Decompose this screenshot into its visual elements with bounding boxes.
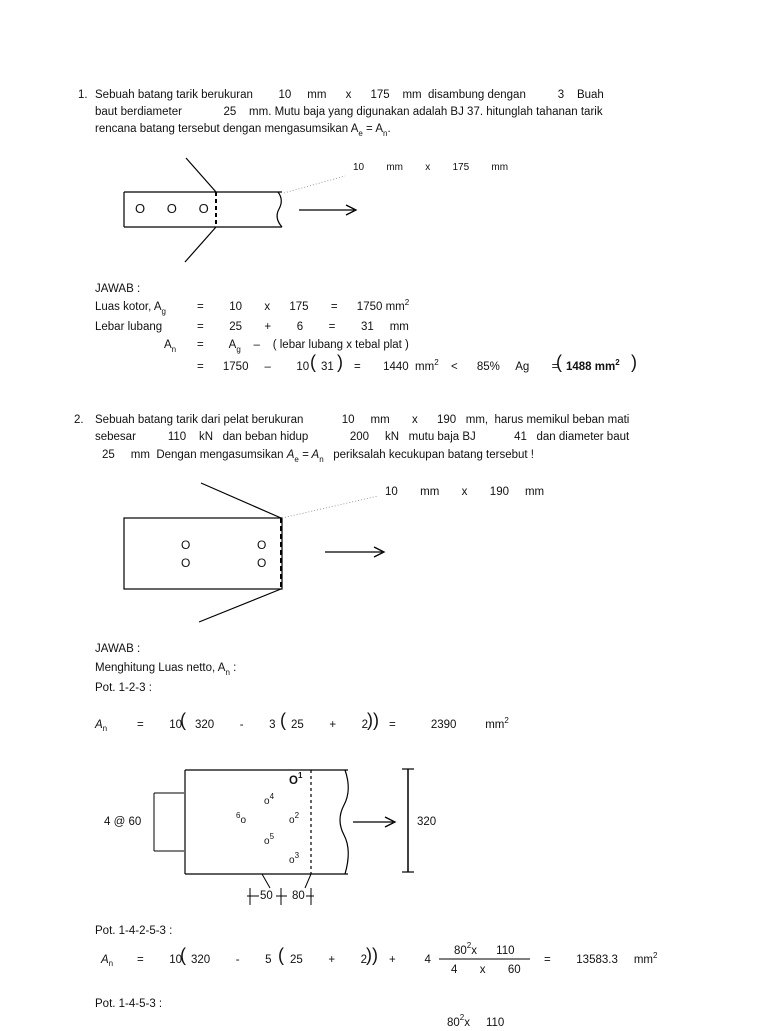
paren-open: ( [280, 710, 286, 730]
answer-1-result-paren-open: ( [556, 352, 562, 372]
paren-open: ( [180, 945, 186, 965]
bolt-diagram-right-dim: 320 [417, 816, 437, 828]
answer-2-pot-2-plus: + 4 [389, 954, 431, 966]
answer-1-net-area-label: $A_n$ [164, 339, 177, 354]
answer-2-pot-2-label: Pot. 1-4-2-5-3 : [95, 925, 173, 937]
hole-4: $o^4$ [264, 792, 275, 807]
problem-2-dimension-label: 10 mm x 190 mm [385, 486, 545, 498]
bolt-diagram-left-dim: 4 @ 60 [104, 816, 142, 828]
problem-2-holes-row-1: O O [181, 538, 267, 552]
hole-6: $^6$o [236, 811, 247, 826]
answer-2-pot-2-320: 320 - 5 [191, 954, 272, 966]
answer-1-net-area-expr: = $A_g$ – ( lebar lubang x tebal plat ) [197, 339, 409, 354]
answer-1-comparison: < 85% Ag = [451, 361, 559, 373]
answer-1-gross-area-label: Luas kotor, $A_g$ [95, 301, 166, 316]
answer-1-net-area-calc: = 1750 – 10 [197, 361, 310, 373]
hole-1: $O^1$ [289, 771, 303, 787]
problem-2-holes-row-2: O O [181, 556, 267, 570]
hole-3: $o^3$ [289, 851, 300, 866]
paren-close: )) [367, 710, 379, 730]
answer-2-pot-1-An: $A_n$ [95, 719, 108, 733]
answer-1-heading: JAWAB : [95, 283, 141, 295]
hole-2: $o^2$ [289, 811, 300, 826]
answer-2-pot-2-25: 25 + 2 [290, 954, 368, 966]
answer-1-gross-area-expr: = 10 x 175 = 1750 $mm^2$ [197, 298, 410, 313]
answer-2-pot-2-expr: = 10 [137, 954, 183, 966]
answer-2-pot-1-expr: = 10 [137, 719, 183, 731]
answer-2-pot-1-25: 25 + 2 [291, 719, 369, 731]
answer-2-pot-2-denominator: 4 x 60 [451, 964, 521, 976]
answer-2-heading: JAWAB : [95, 643, 141, 655]
paren-open: ( [278, 945, 284, 965]
bolt-diagram-bottom-dim: 50 80 [260, 890, 305, 902]
answer-2-pot-2-result: = 13583.3 $mm^2$ [544, 951, 658, 966]
problem-1-bolt-holes: O O O [135, 201, 209, 216]
problem-2-line-2: sebesar 110 kN dan beban hidup 200 kN mutu baja BJ 41 dan diameter baut [95, 431, 630, 443]
paren-open: ( [180, 710, 186, 730]
answer-2-pot-1-result: = 2390 $mm^2$ [389, 716, 509, 731]
answer-2-pot-1-320: 320 - 3 [195, 719, 276, 731]
answer-1-31: 31 [321, 361, 334, 373]
answer-1-net-result: = 1440 $mm^2$ [354, 358, 439, 373]
answer-2-pot-2-An: $A_n$ [101, 954, 114, 968]
answer-1-paren-close: ) [337, 352, 343, 372]
problem-1-number: 1. [78, 89, 88, 101]
answer-1-paren-open: ( [310, 352, 316, 372]
problem-1-line-1: Sebuah batang tarik berukuran 10 mm x 175 mm disambung dengan 3 Buah [95, 89, 604, 101]
problem-1-dimension-label: 10 mm x 175 mm [353, 162, 509, 173]
problem-2-line-3: 25 mm Dengan mengasumsikan $A_e = A_n$ periksalah kecukupan batang tersebut ! [102, 449, 535, 464]
answer-1-hole-width-label: Lebar lubang [95, 321, 163, 333]
answer-2-net-area-heading: Menghitung Luas netto, $A_n$ : [95, 662, 237, 677]
problem-2-number: 2. [74, 414, 84, 426]
paren-close: )) [366, 945, 378, 965]
problem-1-line-3: rencana batang tersebut dengan mengasumsikan $A_e = A_n$. [95, 123, 391, 138]
answer-2-pot-3-numerator: $80^2x$ 110 [447, 1013, 505, 1029]
answer-2-pot-2-numerator: $80^2x$ 110 [454, 941, 515, 957]
answer-2-pot-1-label: Pot. 1-2-3 : [95, 682, 152, 694]
problem-1-line-2: baut berdiameter 25 mm. Mutu baja yang digunakan adalah BJ 37. hitunglah tahanan tarik [95, 106, 603, 118]
problem-2-line-1: Sebuah batang tarik dari pelat berukuran 10 mm x 190 mm, harus memikul beban mati [95, 414, 630, 426]
hole-5: $o^5$ [264, 832, 275, 847]
answer-1-result-paren-close: ) [631, 352, 637, 372]
answer-1-hole-width-expr: = 25 + 6 = 31 mm [197, 321, 409, 333]
answer-2-pot-3-label: Pot. 1-4-5-3 : [95, 998, 163, 1010]
answer-1-result: 1488 $mm^2$ [566, 358, 620, 373]
